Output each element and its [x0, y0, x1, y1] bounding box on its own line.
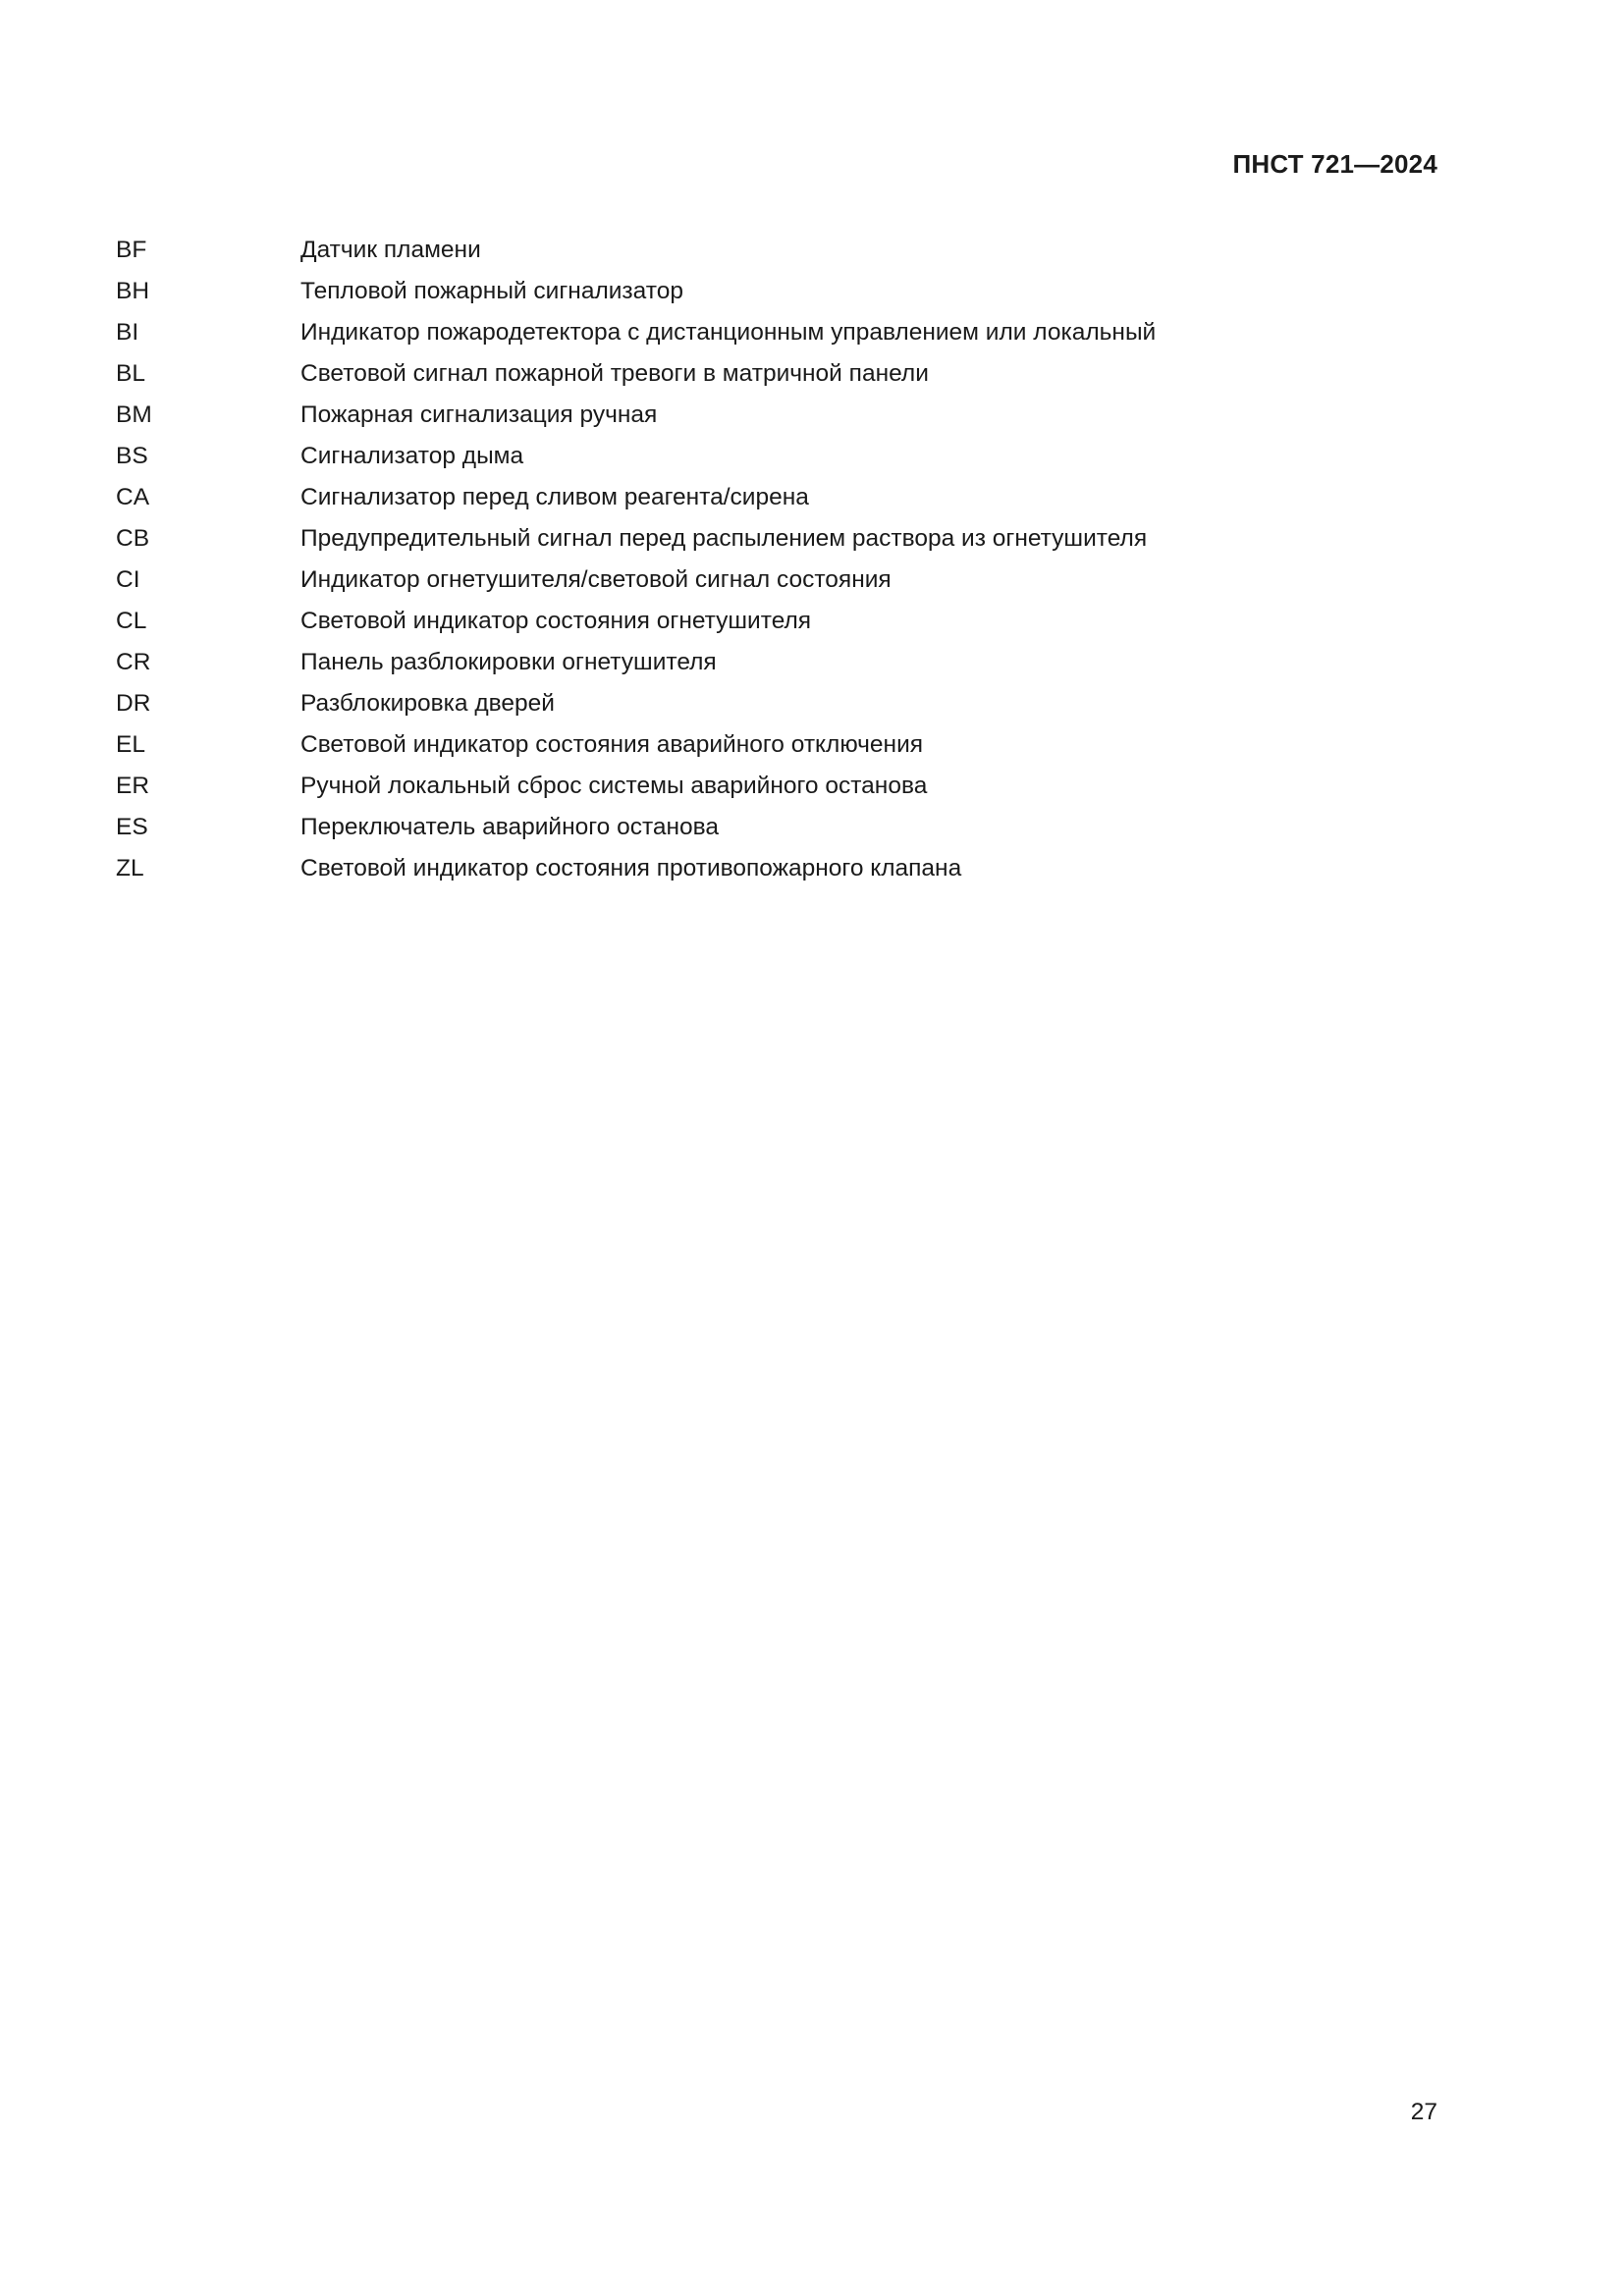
abbreviation-description: Сигнализатор дыма: [300, 443, 524, 469]
abbreviation-row: [116, 524, 1392, 565]
abbreviation-description: Световой индикатор состояния аварийного отключения: [300, 731, 924, 758]
abbreviation-description: Сигнализатор перед сливом реагента/сирена: [300, 484, 809, 510]
abbreviation-row: [116, 730, 1392, 772]
abbreviation-code: CI: [116, 566, 140, 593]
abbreviation-row: [116, 648, 1392, 689]
abbreviation-description: Индикатор огнетушителя/световой сигнал состояния: [300, 566, 892, 593]
abbreviation-code: BI: [116, 319, 139, 346]
abbreviation-description: Тепловой пожарный сигнализатор: [300, 278, 683, 304]
document-code: ПНСТ 721—2024: [1232, 149, 1437, 179]
abbreviation-code: ER: [116, 773, 150, 799]
abbreviation-description: Ручной локальный сброс системы аварийного останова: [300, 773, 928, 799]
abbreviation-code: CB: [116, 525, 150, 552]
abbreviation-row: [116, 277, 1392, 318]
abbreviation-row: [116, 854, 1392, 895]
abbreviation-row: [116, 359, 1392, 400]
abbreviation-description: Разблокировка дверей: [300, 690, 555, 717]
abbreviation-row: [116, 565, 1392, 607]
abbreviation-code: BM: [116, 401, 152, 428]
abbreviation-list: [116, 236, 1392, 895]
abbreviation-description: Световой сигнал пожарной тревоги в матричной панели: [300, 360, 929, 387]
abbreviation-description: Световой индикатор состояния огнетушителя: [300, 608, 812, 634]
abbreviation-row: [116, 607, 1392, 648]
abbreviation-row: [116, 442, 1392, 483]
abbreviation-row: [116, 689, 1392, 730]
abbreviation-description: Индикатор пожародетектора с дистанционным управлением или локальный: [300, 319, 1157, 346]
abbreviation-code: BH: [116, 278, 150, 304]
abbreviation-code: BF: [116, 237, 147, 263]
abbreviation-row: [116, 400, 1392, 442]
abbreviation-code: BL: [116, 360, 145, 387]
abbreviation-row: [116, 483, 1392, 524]
abbreviation-code: DR: [116, 690, 151, 717]
abbreviation-code: CA: [116, 484, 150, 510]
abbreviation-row: [116, 236, 1392, 277]
abbreviation-row: [116, 318, 1392, 359]
abbreviation-code: EL: [116, 731, 145, 758]
abbreviation-row: [116, 772, 1392, 813]
abbreviation-description: Панель разблокировки огнетушителя: [300, 649, 717, 675]
abbreviation-code: BS: [116, 443, 148, 469]
abbreviation-description: Световой индикатор состояния противопожарного клапана: [300, 855, 962, 881]
abbreviation-description: Пожарная сигнализация ручная: [300, 401, 658, 428]
page-number: 27: [1410, 2099, 1437, 2125]
abbreviation-description: Переключатель аварийного останова: [300, 814, 720, 840]
abbreviation-row: [116, 813, 1392, 854]
abbreviation-code: CR: [116, 649, 151, 675]
abbreviation-code: ZL: [116, 855, 144, 881]
abbreviation-code: CL: [116, 608, 147, 634]
abbreviation-code: ES: [116, 814, 148, 840]
abbreviation-description: Датчик пламени: [300, 237, 481, 263]
abbreviation-description: Предупредительный сигнал перед распылением раствора из огнетушителя: [300, 525, 1148, 552]
